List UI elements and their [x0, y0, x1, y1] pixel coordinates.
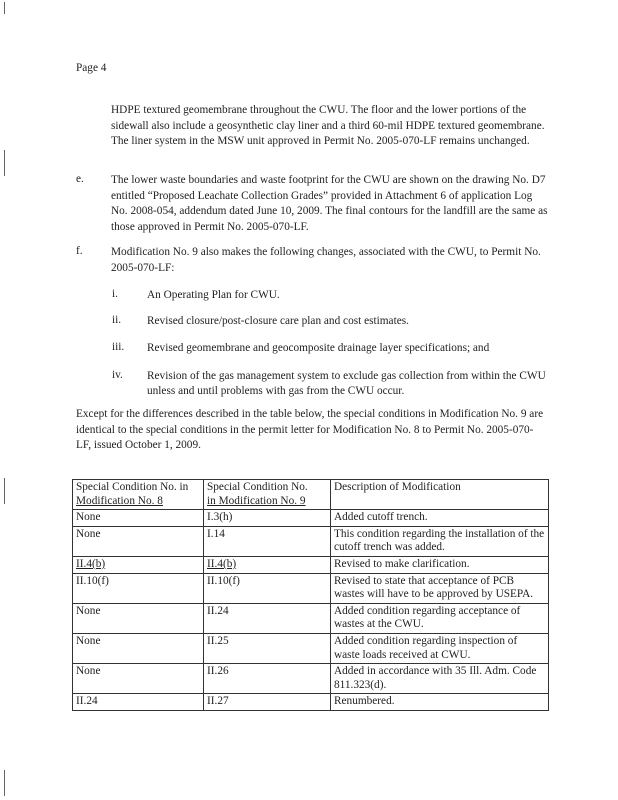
- subitem-number: ii.: [112, 314, 122, 326]
- cell-mod9: II.4(b): [204, 556, 331, 573]
- table-row: [73, 603, 549, 633]
- cell-description: Renumbered.: [331, 694, 549, 711]
- cell-mod8: None: [73, 633, 204, 663]
- cell-description: Revised to state that acceptance of PCB wastes will have to be approved by USEPA.: [331, 573, 549, 603]
- item-e-paragraph: The lower waste boundaries and waste footprint for the CWU are shown on the drawing No. D7 entitled “Proposed Leachate Collection Grades” provided in Attachment 6 of application Log No. 2008-054, addendum dated June 10, 2009. The final contours for the landfill are the same as those approved in Permit No. 2005-070-LF.: [111, 174, 548, 233]
- subitem-text: Revision of the gas management system to exclude gas collection from within the CWU unless and until problems with gas from the CWU occur.: [147, 370, 546, 397]
- page-number: Page 4: [76, 62, 107, 74]
- header-mod8-line1: Special Condition No. in: [76, 481, 189, 493]
- header-mod8-line2: Modification No. 8: [76, 494, 163, 507]
- table-row: [73, 633, 549, 663]
- subitem-text: Revised geomembrane and geocomposite drainage layer specifications; and: [147, 342, 490, 354]
- cell-mod8: II.10(f): [73, 573, 204, 603]
- header-mod8: [73, 480, 204, 510]
- item-f-paragraph: Modification No. 9 also makes the following changes, associated with the CWU, to Permit No. 2005-070-LF:: [111, 246, 541, 274]
- table-row: [73, 573, 549, 603]
- item-f-marker: f.: [76, 245, 83, 257]
- scan-edge-mark: [4, 150, 5, 176]
- cell-description: Revised to make clarification.: [331, 556, 549, 573]
- table-row: [73, 556, 549, 573]
- cell-description: Added condition regarding acceptance of wastes at the CWU.: [331, 603, 549, 633]
- cell-description: Added in accordance with 35 Ill. Adm. Code 811.323(d).: [331, 664, 549, 694]
- cell-mod8: None: [73, 510, 204, 527]
- header-mod9: [204, 480, 331, 510]
- cell-mod9: II.27: [204, 694, 331, 711]
- table-header-row: [73, 480, 549, 510]
- table-row: [73, 510, 549, 527]
- subitem-number: iii.: [112, 341, 125, 353]
- table-row: [73, 526, 549, 556]
- header-description-text: Description of Modification: [334, 481, 461, 493]
- table-row: [73, 694, 549, 711]
- subitem-text: An Operating Plan for CWU.: [147, 289, 280, 301]
- cell-mod8: None: [73, 603, 204, 633]
- cell-description: Added condition regarding inspection of waste loads received at CWU.: [331, 633, 549, 663]
- header-mod9-line1: Special Condition No.: [207, 481, 308, 493]
- subitem-number: iv.: [112, 369, 123, 381]
- header-description: [331, 480, 549, 510]
- header-mod9-line2: in Modification No. 9: [207, 494, 306, 507]
- scan-edge-mark: [4, 2, 5, 14]
- cell-mod9: II.10(f): [204, 573, 331, 603]
- cell-description: Added cutoff trench.: [331, 510, 549, 527]
- table-row: [73, 664, 549, 694]
- cell-mod8: II.24: [73, 694, 204, 711]
- cell-mod9: II.24: [204, 603, 331, 633]
- modifications-table: [72, 479, 549, 711]
- item-e-marker: e.: [76, 173, 84, 185]
- intro-paragraph: HDPE textured geomembrane throughout the CWU. The floor and the lower portions of the sidewall also include a geosynthetic clay liner and a third 60-mil HDPE textured geomembrane. The liner system in the MSW unit approved in Permit No. 2005-070-LF remains unchanged.: [111, 104, 545, 148]
- cell-mod9: II.26: [204, 664, 331, 694]
- cell-mod8: None: [73, 526, 204, 556]
- subitem-number: i.: [112, 288, 118, 300]
- scan-edge-mark: [4, 770, 5, 796]
- except-paragraph: Except for the differences described in the table below, the special conditions in Modification No. 9 are identical to the special conditions in the permit letter for Modification No. 8 to Permit No. 2005-070-LF, issued October 1, 2009.: [76, 408, 544, 452]
- cell-mod8: II.4(b): [73, 556, 204, 573]
- cell-mod9: I.14: [204, 526, 331, 556]
- cell-mod9: I.3(h): [204, 510, 331, 527]
- cell-description: This condition regarding the installation of the cutoff trench was added.: [331, 526, 549, 556]
- scan-edge-mark: [4, 478, 5, 504]
- cell-mod8: None: [73, 664, 204, 694]
- subitem-text: Revised closure/post-closure care plan and cost estimates.: [147, 315, 409, 327]
- cell-mod9: II.25: [204, 633, 331, 663]
